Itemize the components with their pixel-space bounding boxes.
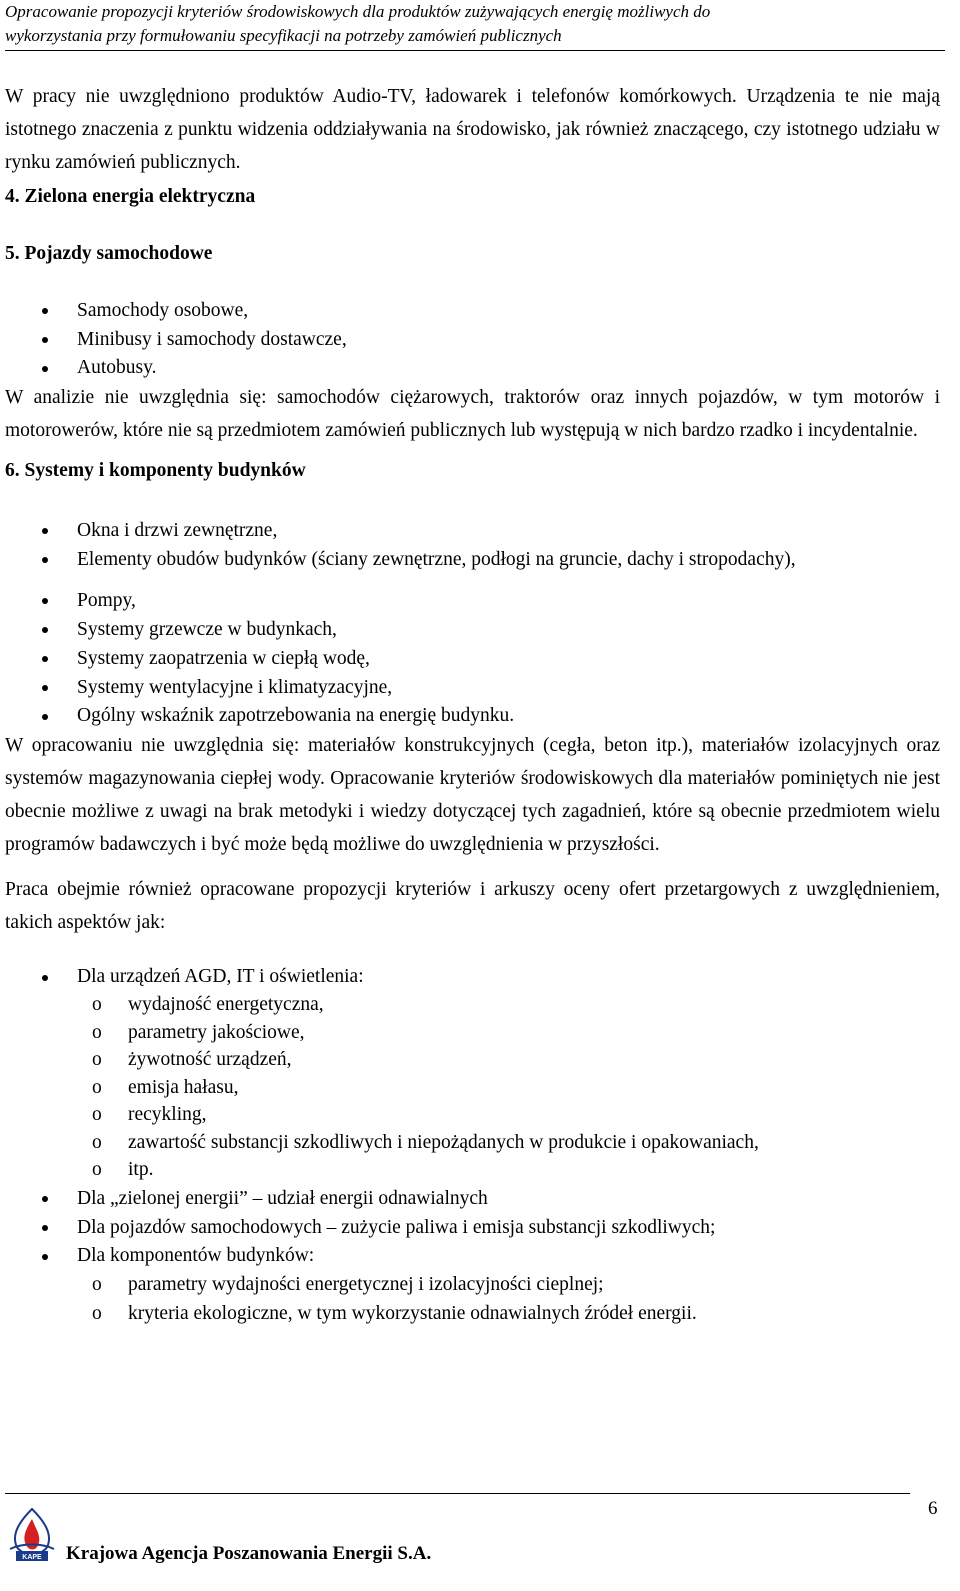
aspects-list xyxy=(5,963,940,991)
vehicles-list xyxy=(5,296,940,381)
bullet-icon xyxy=(42,685,48,691)
bullet-icon xyxy=(42,1196,48,1202)
circle-bullet-icon: o xyxy=(92,1131,102,1153)
bullet-icon xyxy=(42,337,48,343)
list-item: Dla pojazdów samochodowych – zużycie paliwa i emisja substancji szkodliwych; xyxy=(5,1213,940,1242)
list-item: Pompy, xyxy=(5,586,940,615)
section-5-heading: 5. Pojazdy samochodowe xyxy=(5,243,213,264)
footer-organization: Krajowa Agencja Poszanowania Energii S.A. xyxy=(66,1543,432,1564)
circle-bullet-icon: o xyxy=(92,1104,102,1125)
bullet-icon xyxy=(42,308,48,314)
bullet-icon xyxy=(42,1254,48,1260)
list-item: Okna i drzwi zewnętrzne, xyxy=(5,516,940,545)
bullet-icon xyxy=(42,528,48,534)
list-item: Samochody osobowe, xyxy=(5,296,940,325)
list-item: Dla „zielonej energii” – udział energii odnawialnych xyxy=(5,1184,940,1213)
circle-bullet-icon: o xyxy=(92,994,102,1015)
sublist-item: o parametry wydajności energetycznej i izolacyjności cieplnej; xyxy=(5,1270,940,1299)
sublist-item: o recykling, xyxy=(5,1101,940,1129)
building-list xyxy=(5,516,940,729)
list-item: Ogólny wskaźnik zapotrzebowania na energię budynku. xyxy=(5,702,940,729)
circle-bullet-icon: o xyxy=(92,1076,102,1098)
kape-logo-icon xyxy=(2,1505,62,1565)
list-item: Systemy grzewcze w budynkach, xyxy=(5,615,940,644)
sublist-item: o zawartość substancji szkodliwych i niepożądanych w produkcie i opakowaniach, xyxy=(5,1129,940,1157)
vehicles-note: W analizie nie uwzględnia się: samochodów ciężarowych, traktorów oraz innych pojazdów, w tym motorów i motorowerów, które nie są przedmiotem zamówień publicznych lub występują w nich bardzo rzadko i incydentalnie. xyxy=(5,387,940,441)
buildings-sublist xyxy=(5,1270,940,1328)
aspects-intro: Praca obejmie również opracowane propozycji kryteriów i arkuszy oceny ofert przetargowych z uwzględnieniem, takich aspektów jak: xyxy=(5,879,940,933)
bullet-icon xyxy=(42,1225,48,1231)
circle-bullet-icon: o xyxy=(92,1159,102,1180)
sublist-item: o emisja hałasu, xyxy=(5,1074,940,1102)
list-item: Systemy zaopatrzenia w ciepłą wodę, xyxy=(5,644,940,673)
list-item: Dla komponentów budynków: xyxy=(5,1242,940,1270)
intro-paragraph: W pracy nie uwzględniono produktów Audio-TV, ładowarek i telefonów komórkowych. Urządzenia te nie mają istotnego znaczenia z punktu widzenia oddziaływania na środowisko, jak również znaczącego, czy istotnego udziału w rynku zamówień publicznych. xyxy=(5,86,940,173)
bullet-icon xyxy=(42,366,48,372)
bullet-icon xyxy=(42,714,48,720)
bullet-icon xyxy=(42,627,48,633)
sublist-item: o żywotność urządzeń, xyxy=(5,1046,940,1074)
bullet-icon xyxy=(42,557,48,563)
circle-bullet-icon: o xyxy=(92,1049,102,1070)
circle-bullet-icon: o xyxy=(92,1021,102,1043)
sublist-item: o parametry jakościowe, xyxy=(5,1019,940,1047)
sublist-item: o wydajność energetyczna, xyxy=(5,991,940,1019)
agd-sublist xyxy=(5,991,940,1184)
svg-text:KAPE: KAPE xyxy=(22,1554,42,1561)
header-line-1: Opracowanie propozycji kryteriów środowiskowych dla produktów zużywających energię możliwych do xyxy=(5,2,711,21)
bullet-icon xyxy=(42,975,48,981)
header-line-2: wykorzystania przy formułowaniu specyfikacji na potrzeby zamówień publicznych xyxy=(5,26,562,45)
bullet-icon xyxy=(42,598,48,604)
page-number: 6 xyxy=(928,1498,938,1519)
bullet-icon xyxy=(42,656,48,662)
list-item: Systemy wentylacyjne i klimatyzacyjne, xyxy=(5,673,940,702)
section-4-heading: 4. Zielona energia elektryczna xyxy=(5,186,256,207)
aspects-list-2 xyxy=(5,1184,940,1270)
running-header xyxy=(5,0,945,51)
list-item: Dla urządzeń AGD, IT i oświetlenia: xyxy=(5,963,940,991)
list-item: Autobusy. xyxy=(5,354,940,381)
page-body xyxy=(5,80,940,1328)
circle-bullet-icon: o xyxy=(92,1273,102,1295)
building-note: W opracowaniu nie uwzględnia się: materiałów konstrukcyjnych (cegła, beton itp.), materiałów izolacyjnych oraz systemów magazynowania ciepłej wody. Opracowanie kryteriów środowiskowych dla materiałów pominiętych nie jest obecnie możliwe z uwagi na brak metodyki i wiedzy dotyczącej tych zagadnień, które są obecnie przedmiotem wielu programów badawczych i być może będą możliwe do uwzględnienia w przyszłości. xyxy=(5,735,940,855)
sublist-item: o kryteria ekologiczne, w tym wykorzystanie odnawialnych źródeł energii. xyxy=(5,1299,940,1328)
section-6-heading: 6. Systemy i komponenty budynków xyxy=(5,460,306,481)
footer-divider xyxy=(5,1493,910,1494)
list-item: Minibusy i samochody dostawcze, xyxy=(5,325,940,354)
circle-bullet-icon: o xyxy=(92,1302,102,1324)
sublist-item: o itp. xyxy=(5,1156,940,1184)
list-item: Elementy obudów budynków (ściany zewnętrzne, podłogi na gruncie, dachy i stropodachy), xyxy=(5,545,940,574)
